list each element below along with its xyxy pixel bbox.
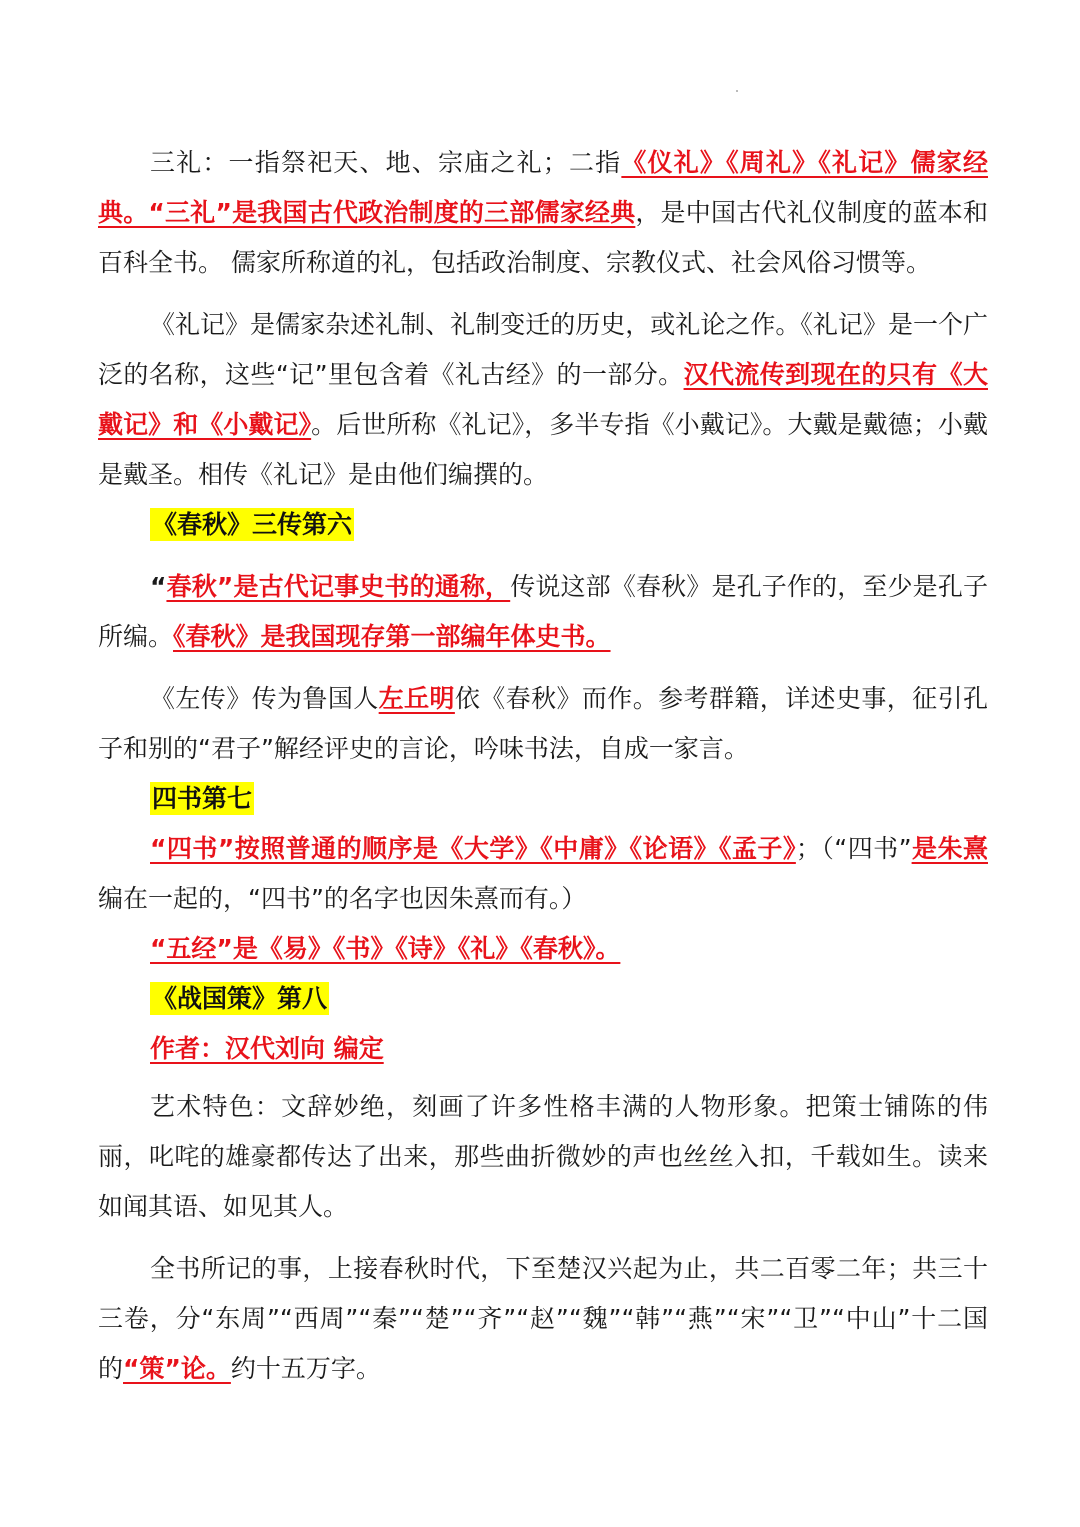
highlight-text: 汉代流传到现在的只有《大戴记》和《小戴记》 (98, 360, 988, 439)
section-title: 《战国策》第八 (152, 984, 328, 1013)
text: 约十五万字。 (230, 1354, 381, 1383)
paragraph-wu-jing (98, 924, 988, 974)
text: 传说这部《春秋》是孔子作的，至少是孔子所编。 (98, 572, 988, 651)
section-title: 《春秋》三传第六 (152, 510, 353, 539)
highlight-text: 春秋”是古代记事史书的通称， (166, 572, 511, 601)
paragraph-li-ji (98, 300, 988, 500)
section-heading-8 (98, 974, 988, 1024)
highlight-text: 左丘明 (378, 684, 455, 713)
text: 艺术特色：文辞妙绝，刻画了许多性格丰满的人物形象。把策士铺陈的伟丽，叱咤的雄豪都传达了出来，那些曲折微妙的声也丝丝入扣，千载如生。读来如闻其语、如见其人。 (98, 1092, 988, 1221)
highlight-text: 作者：汉代刘向 编定 (150, 1034, 384, 1063)
paragraph-author (98, 1024, 988, 1074)
text: 依《春秋》而作。参考群籍，详述史事，征引孔子和别的“君子”解经评史的言论，吟味书法，自成一家言。 (98, 684, 988, 763)
text: 《礼记》是儒家杂述礼制、礼制变迁的历史，或礼论之作。《礼记》是一个广泛的名称，这些“记”里包含着《礼古经》的一部分。 (98, 310, 988, 389)
section-heading-7 (98, 774, 988, 824)
section-heading-6 (98, 500, 988, 550)
paragraph-san-li (98, 138, 988, 288)
paragraph-si-shu (98, 824, 988, 924)
text: 全书所记的事，上接春秋时代，下至楚汉兴起为止，共二百零二年；共三十三卷，分“东周”“西周”“秦”“楚”“齐”“赵”“魏”“韩”“燕”“宋”“卫”“中山”十二国的 (98, 1254, 988, 1383)
paragraph-chun-qiu (98, 562, 988, 662)
text: ；（“四书” (795, 834, 912, 863)
text: ，是中国古代礼仪制度的蓝本和百科全书。 儒家所称道的礼，包括政治制度、宗教仪式、社会风俗习惯等。 (98, 198, 988, 277)
section-title: 四书第七 (152, 784, 253, 813)
text: 编在一起的，“四书”的名字也因朱熹而有。） (98, 884, 587, 913)
highlight-text: “五经”是《易》《书》《诗》《礼》《春秋》。 (150, 934, 621, 963)
highlight-text: 《仪礼》《周礼》《礼记》儒家经典。“三礼”是我国古代政治制度的三部儒家经典 (98, 148, 988, 227)
highlight-text: 《春秋》是我国现存第一部编年体史书。 (173, 622, 611, 651)
highlight-text: “策”论。 (123, 1354, 231, 1383)
highlight-text: 是朱熹 (911, 834, 988, 863)
text: 《左传》传为鲁国人 (150, 684, 379, 713)
text: 三礼：一指祭祀天、地、宗庙之礼；二指 (150, 148, 622, 177)
text: “ (150, 572, 167, 601)
paragraph-contents (98, 1244, 988, 1394)
scan-speck (736, 90, 738, 92)
text: 。后世所称《礼记》，多半专指《小戴记》。大戴是戴德；小戴是戴圣。相传《礼记》是由他们编撰的。 (98, 410, 988, 489)
highlight-text: “四书”按照普通的顺序是《大学》《中庸》《论语》《孟子》 (150, 834, 796, 863)
paragraph-zuo-zhuan (98, 674, 988, 774)
paragraph-art-features (98, 1082, 988, 1232)
document-page (98, 138, 988, 1394)
